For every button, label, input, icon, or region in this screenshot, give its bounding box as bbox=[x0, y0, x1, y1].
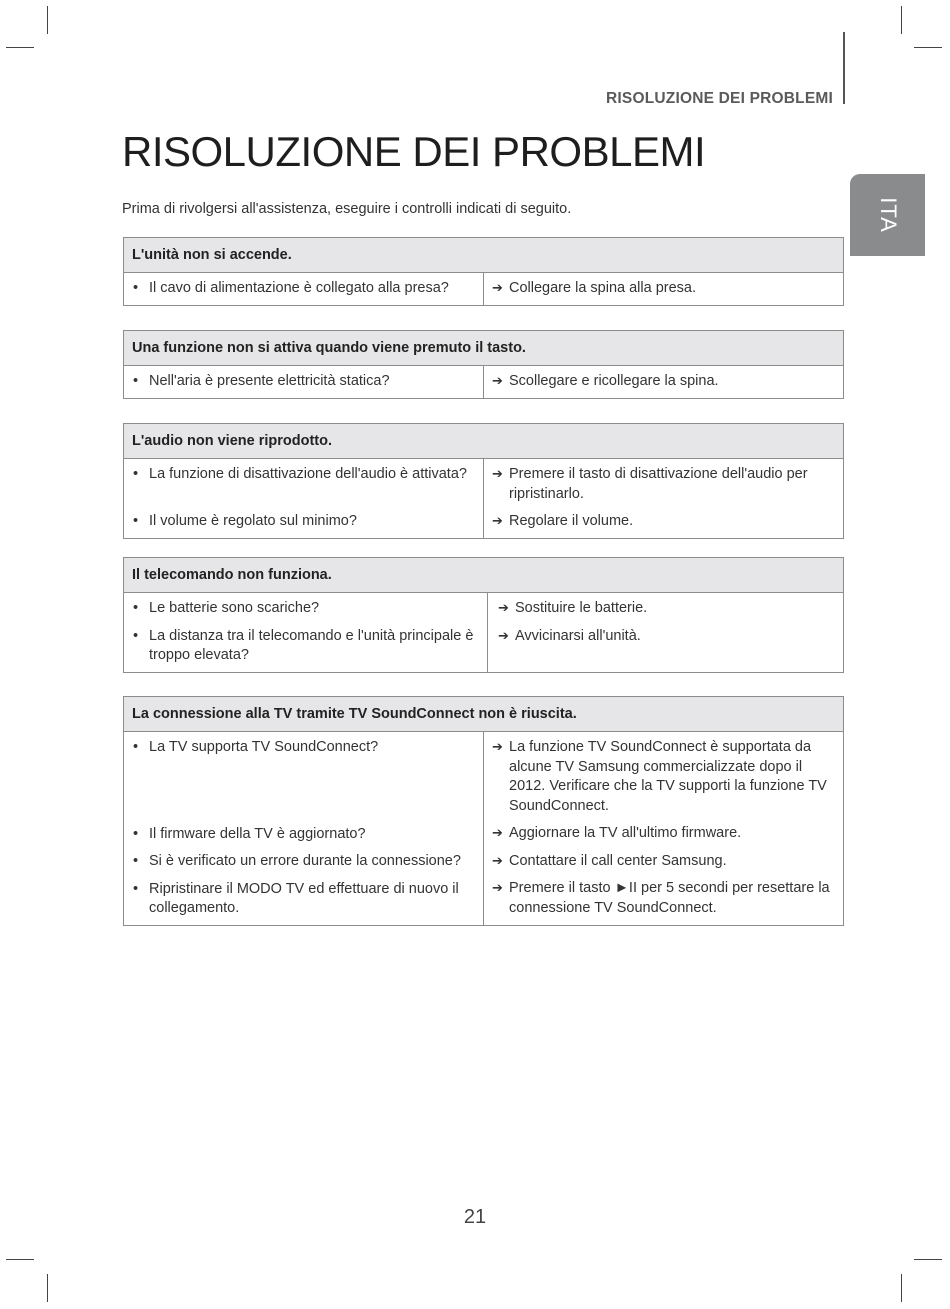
crop-mark bbox=[6, 1259, 34, 1260]
cause-item: • Il firmware della TV è aggiornato? bbox=[132, 825, 473, 845]
arrow-right-icon: ➔ bbox=[492, 826, 503, 841]
solution-item: ➔ Avvicinarsi all'unità. bbox=[498, 627, 833, 647]
troubleshoot-table bbox=[123, 237, 844, 306]
cause-item: • La funzione di disattivazione dell'audio è attivata? bbox=[132, 465, 473, 485]
troubleshoot-table bbox=[123, 330, 844, 399]
solution-item: ➔ Regolare il volume. bbox=[492, 512, 833, 532]
table-heading: La connessione alla TV tramite TV SoundConnect non è riuscita. bbox=[124, 697, 843, 732]
solution-item: ➔ La funzione TV SoundConnect è supportata da alcune TV Samsung commercializzate dopo il 2012. Verificare che la TV supporti la funzione TV SoundConnect. bbox=[492, 739, 827, 814]
table-heading: Il telecomando non funziona. bbox=[124, 558, 843, 593]
table-body bbox=[124, 459, 843, 538]
intro-text: Prima di rivolgersi all'assistenza, eseguire i controlli indicati di seguito. bbox=[122, 201, 572, 217]
solutions-column bbox=[484, 273, 843, 305]
solutions-column bbox=[484, 732, 843, 925]
arrow-right-icon: ➔ bbox=[492, 467, 503, 482]
crop-mark bbox=[47, 1274, 48, 1302]
troubleshoot-table bbox=[123, 557, 844, 673]
page-number: 21 bbox=[463, 1206, 487, 1228]
cause-item: • Le batterie sono scariche? bbox=[132, 599, 477, 619]
crop-mark bbox=[901, 6, 902, 34]
header-divider bbox=[843, 32, 845, 104]
crop-mark bbox=[6, 47, 34, 48]
solution-item: ➔ Premere il tasto di disattivazione dell'audio per ripristinarlo. bbox=[492, 466, 808, 502]
cause-item: • Ripristinare il MODO TV ed effettuare di nuovo il collegamento. bbox=[132, 880, 473, 919]
arrow-right-icon: ➔ bbox=[492, 374, 503, 389]
arrow-right-icon: ➔ bbox=[498, 628, 509, 644]
solution-item: ➔ Premere il tasto ►II per 5 secondi per resettare la connessione TV SoundConnect. bbox=[492, 880, 830, 916]
cause-item: • Il cavo di alimentazione è collegato alla presa? bbox=[132, 279, 473, 299]
causes-column bbox=[124, 273, 484, 305]
troubleshoot-table bbox=[123, 423, 844, 539]
causes-column bbox=[124, 459, 484, 538]
arrow-right-icon: ➔ bbox=[492, 881, 503, 896]
table-heading: Una funzione non si attiva quando viene premuto il tasto. bbox=[124, 331, 843, 366]
cause-item: • Si è verificato un errore durante la connessione? bbox=[132, 852, 473, 872]
language-tab bbox=[850, 174, 925, 256]
causes-column bbox=[124, 593, 488, 672]
cause-item: • Nell'aria è presente elettricità statica? bbox=[132, 372, 473, 392]
solution-item: ➔ Scollegare e ricollegare la spina. bbox=[492, 372, 833, 392]
solution-item: ➔ Sostituire le batterie. bbox=[498, 599, 833, 619]
page-title: RISOLUZIONE DEI PROBLEMI bbox=[122, 128, 706, 175]
cause-item: • La TV supporta TV SoundConnect? bbox=[132, 738, 473, 758]
causes-column bbox=[124, 366, 484, 398]
causes-column bbox=[124, 732, 484, 925]
table-heading: L'audio non viene riprodotto. bbox=[124, 424, 843, 459]
table-body bbox=[124, 732, 843, 925]
table-body bbox=[124, 593, 843, 672]
arrow-right-icon: ➔ bbox=[492, 740, 503, 755]
crop-mark bbox=[914, 47, 942, 48]
arrow-right-icon: ➔ bbox=[492, 281, 503, 296]
crop-mark bbox=[914, 1259, 942, 1260]
language-tab-label: ITA bbox=[875, 197, 901, 233]
crop-mark bbox=[47, 6, 48, 34]
arrow-right-icon: ➔ bbox=[492, 514, 503, 529]
table-body bbox=[124, 273, 843, 305]
solution-item: ➔ Contattare il call center Samsung. bbox=[492, 852, 833, 872]
solutions-column bbox=[484, 366, 843, 398]
solutions-column bbox=[484, 459, 843, 538]
table-heading: L'unità non si accende. bbox=[124, 238, 843, 273]
cause-item: • Il volume è regolato sul minimo? bbox=[132, 512, 473, 532]
troubleshoot-table bbox=[123, 696, 844, 926]
solution-item: ➔ Aggiornare la TV all'ultimo firmware. bbox=[492, 824, 833, 844]
running-header: RISOLUZIONE DEI PROBLEMI bbox=[606, 90, 833, 107]
crop-mark bbox=[901, 1274, 902, 1302]
table-body bbox=[124, 366, 843, 398]
arrow-right-icon: ➔ bbox=[492, 853, 503, 869]
solutions-column bbox=[488, 593, 843, 672]
cause-item: • La distanza tra il telecomando e l'unità principale è troppo elevata? bbox=[132, 627, 477, 666]
solution-item: ➔ Collegare la spina alla presa. bbox=[492, 279, 833, 299]
arrow-right-icon: ➔ bbox=[498, 601, 509, 616]
